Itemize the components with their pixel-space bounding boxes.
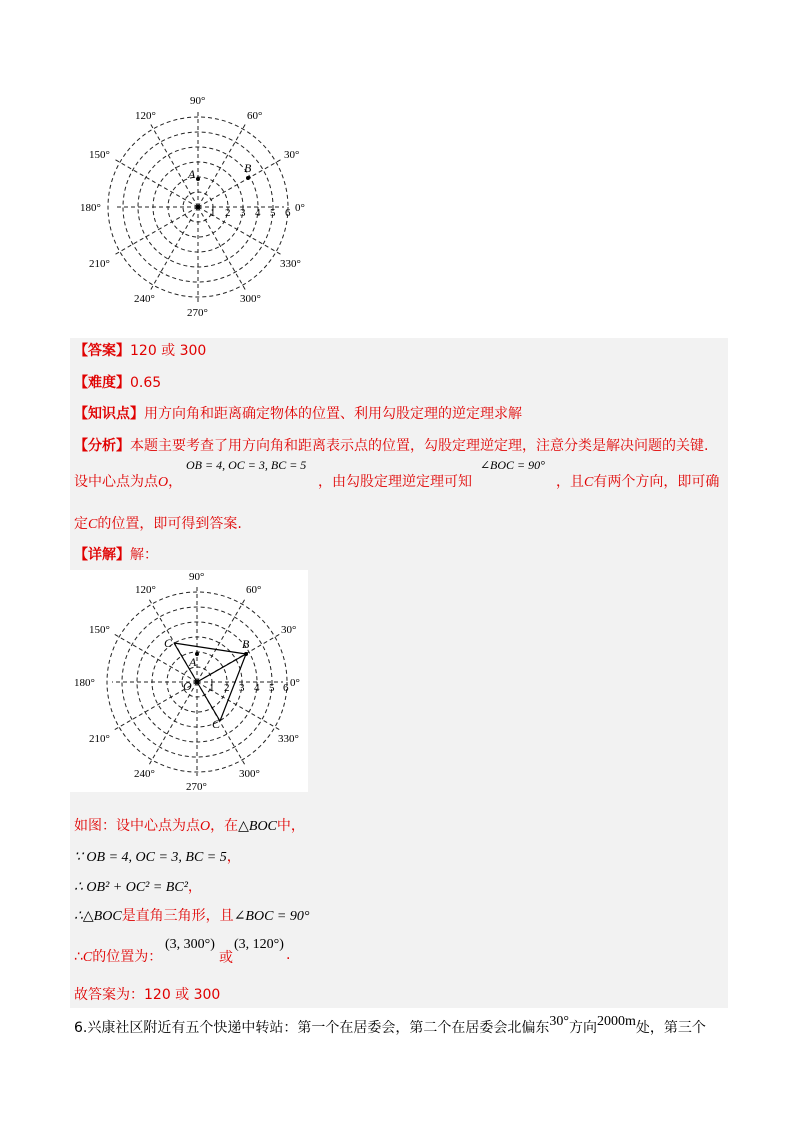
center-point-o xyxy=(196,205,201,210)
angle-label-150-2: 150° xyxy=(89,624,110,636)
angle-label-90-2: 90° xyxy=(189,571,205,583)
point-b-label-2: B xyxy=(242,637,250,651)
question-6-text-b: 方向 xyxy=(568,1020,597,1036)
point-b-dot-2 xyxy=(244,652,248,656)
difficulty-line xyxy=(74,373,161,393)
radius-label-2: 2 xyxy=(225,207,231,219)
radius-label-6: 6 xyxy=(285,207,291,219)
difficulty-tag: 【难度】 xyxy=(74,375,130,391)
analysis-var-c2: C xyxy=(88,517,98,532)
solution-comma-2: ， xyxy=(226,849,241,865)
solution-formula-4a: ∴△BOC xyxy=(74,909,122,924)
radius-label-5: 5 xyxy=(270,207,276,219)
analysis-comma: ， xyxy=(168,474,183,490)
radius-label-3: 3 xyxy=(240,207,246,219)
solution-var-o: O xyxy=(200,819,211,834)
point-c-label-lower: C xyxy=(212,717,221,731)
analysis-var-c: C xyxy=(584,475,594,490)
angle-label-270: 270° xyxy=(187,307,208,319)
solution-text-4b: 是直角三角形，且 xyxy=(121,908,234,924)
knowledge-tag: 【知识点】 xyxy=(74,406,144,422)
final-answer-label: 故答案为： xyxy=(74,987,144,1003)
angle-label-210-2: 210° xyxy=(89,733,110,745)
solution-text-1c: 中， xyxy=(276,818,305,834)
radius-label-4-2: 4 xyxy=(254,682,260,694)
radius-label-4: 4 xyxy=(255,207,261,219)
angle-label-60-2: 60° xyxy=(246,584,262,596)
answer-tag: 【答案】 xyxy=(74,343,130,359)
solution-comma-3: ， xyxy=(187,879,202,895)
angle-label-60: 60° xyxy=(247,110,263,122)
angle-label-0: 0° xyxy=(295,202,305,214)
analysis-text-2d: 有两个方向，即可确 xyxy=(593,474,720,490)
difficulty-value: 0.65 xyxy=(130,375,162,391)
solution-position-2: (3, 120°) xyxy=(234,937,284,952)
analysis-text-2c: ，且 xyxy=(556,474,584,490)
angle-label-210: 210° xyxy=(89,258,110,270)
detail-line xyxy=(74,545,158,565)
radius-label-1: 1 xyxy=(210,207,216,219)
question-6-deg: 30° xyxy=(549,1014,569,1029)
question-6-text-a: 兴康社区附近有五个快递中转站：第一个在居委会，第二个在居委会北偏东 xyxy=(87,1020,550,1036)
point-b-dot xyxy=(246,176,250,180)
solution-line-4 xyxy=(74,906,309,927)
solution-line-5 xyxy=(74,947,162,968)
angle-label-330: 330° xyxy=(280,258,301,270)
analysis-tag: 【分析】 xyxy=(74,438,130,454)
solution-var-c: C xyxy=(82,950,93,965)
solution-position-1: (3, 300°) xyxy=(165,937,215,952)
final-answer-line xyxy=(74,985,220,1005)
knowledge-line xyxy=(74,404,522,424)
point-a-dot xyxy=(196,177,200,181)
angle-label-300-2: 300° xyxy=(239,768,260,780)
angle-label-300: 300° xyxy=(240,293,261,305)
question-6-dist: 2000m xyxy=(596,1014,636,1029)
angle-label-90: 90° xyxy=(190,95,206,107)
analysis-text-2b: ，由勾股定理逆定理可知 xyxy=(318,474,472,490)
question-6-line xyxy=(74,1014,706,1039)
detail-value: 解： xyxy=(130,547,158,563)
radius-label-2-2: 2 xyxy=(224,682,230,694)
angle-label-0-2: 0° xyxy=(290,677,300,689)
analysis-line-2c xyxy=(556,472,719,493)
angle-label-240: 240° xyxy=(134,293,155,305)
solution-formula-2: ∵ OB = 4, OC = 3, BC = 5 xyxy=(74,850,227,865)
solution-line-3 xyxy=(74,877,202,898)
solution-period: . xyxy=(286,947,291,963)
analysis-text-3a: 定 xyxy=(74,516,88,532)
detail-tag: 【详解】 xyxy=(74,547,130,563)
analysis-line-1 xyxy=(74,436,708,456)
angle-label-330-2: 330° xyxy=(278,733,299,745)
radius-label-3-2: 3 xyxy=(239,682,245,694)
analysis-line-2 xyxy=(74,472,182,493)
polar-diagram-solution xyxy=(70,570,308,792)
radius-label-1-2: 1 xyxy=(209,682,215,694)
solution-text-5a: ∴ xyxy=(74,949,83,965)
solution-formula-3: ∴ OB² + OC² = BC² xyxy=(74,880,188,895)
angle-label-180: 180° xyxy=(80,202,101,214)
point-b-label: B xyxy=(244,161,252,175)
solution-formula-4c: ∠BOC = 90° xyxy=(233,909,310,924)
answer-value: 120 或 300 xyxy=(130,343,207,359)
point-a-label-2: A xyxy=(189,655,197,669)
point-o-label: O xyxy=(183,679,192,693)
analysis-text-2a: 设中心点为点 xyxy=(74,474,158,490)
analysis-line-3 xyxy=(74,514,242,535)
angle-label-270-2: 270° xyxy=(186,781,207,793)
radius-label-6-2: 6 xyxy=(283,682,289,694)
angle-label-150: 150° xyxy=(89,149,110,161)
solution-line-2 xyxy=(74,847,241,868)
angle-label-30-2: 30° xyxy=(281,624,297,636)
polar-diagram-top xyxy=(80,90,320,322)
point-a-label: A xyxy=(188,167,196,181)
solution-line-1 xyxy=(74,816,305,837)
question-6-number: 6. xyxy=(74,1020,88,1036)
point-c-label-upper: C xyxy=(164,636,173,650)
analysis-formula-1: OB = 4, OC = 3, BC = 5 xyxy=(186,458,307,472)
radius-label-5-2: 5 xyxy=(269,682,275,694)
angle-label-120: 120° xyxy=(135,110,156,122)
analysis-formula-2: ∠BOC = 90° xyxy=(480,458,545,472)
analysis-text-1: 本题主要考查了用方向角和距离表示点的位置，勾股定理逆定理，注意分类是解决问题的关键. xyxy=(130,438,709,454)
answer-line xyxy=(74,341,206,361)
question-6-text-c: 处，第三个 xyxy=(635,1020,706,1036)
analysis-var-o: O xyxy=(158,475,169,490)
solution-triangle-boc: △BOC xyxy=(238,819,277,834)
analysis-text-3b: 的位置，即可得到答案. xyxy=(97,516,242,532)
final-answer-value: 120 或 300 xyxy=(144,987,221,1003)
solution-text-1a: 如图：设中心点为点 xyxy=(74,818,200,834)
center-point-o-2 xyxy=(195,680,200,685)
solution-text-1b: ，在 xyxy=(210,818,239,834)
knowledge-value: 用方向角和距离确定物体的位置、利用勾股定理的逆定理求解 xyxy=(144,406,522,422)
angle-label-240-2: 240° xyxy=(134,768,155,780)
angle-label-30: 30° xyxy=(284,149,300,161)
angle-label-120-2: 120° xyxy=(135,584,156,596)
solution-text-5b: 的位置为： xyxy=(92,949,163,965)
angle-label-180-2: 180° xyxy=(74,677,95,689)
analysis-line-2b xyxy=(318,472,472,492)
solution-or: 或 xyxy=(219,950,233,966)
